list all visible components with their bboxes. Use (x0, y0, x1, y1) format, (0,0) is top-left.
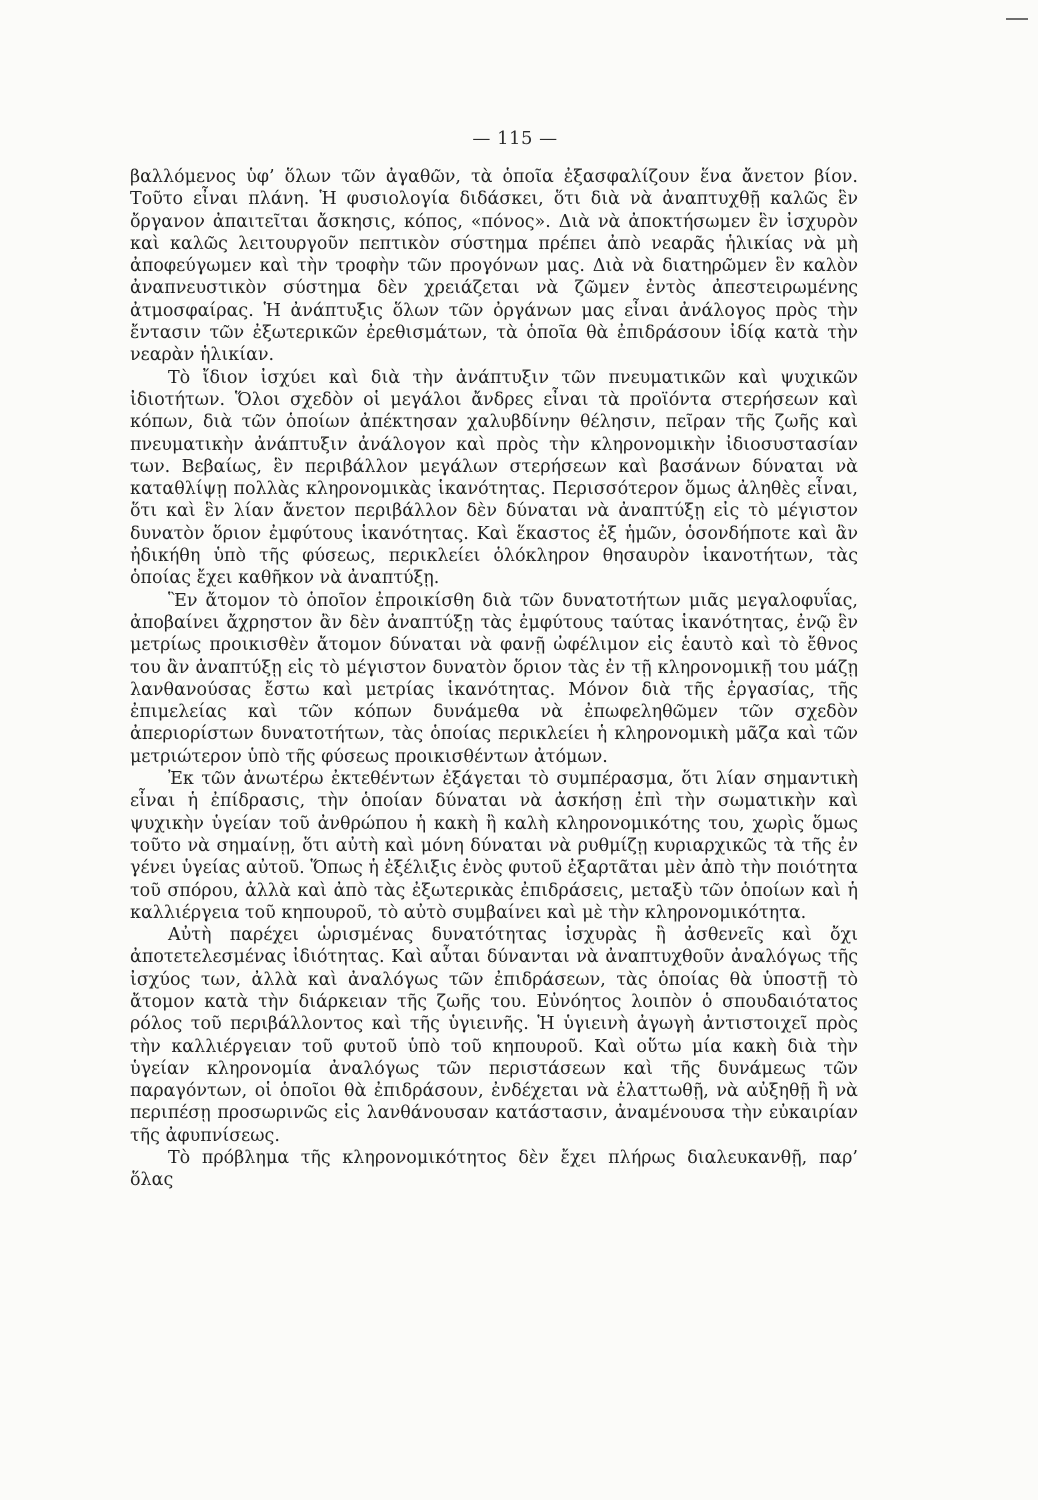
paragraph-2: Τὸ ἴδιον ἰσχύει καὶ διὰ τὴν ἀνάπτυξιν τῶν πνευματικῶν καὶ ψυχικῶν ἰδιοτήτων. Ὅλοι σχεδὸν οἱ μεγάλοι ἄνδρες εἶναι τὰ προϊόντα στερήσεων καὶ κόπων, διὰ τῶν ὁποίων ἀπέκτησαν χαλυβδίνην θέλησιν, πεῖραν τῆς ζωῆς καὶ πνευματικὴν ἀνάπτυξιν ἀνάλογον καὶ πρὸς τὴν κληρονομικὴν ἰδιοσυστασίαν των. Βεβαίως, ἓν περιβάλλον μεγάλων στερήσεων καὶ βασάνων δύναται νὰ καταθλίψῃ πολλὰς κληρονομικὰς ἱκανότητας. Περισσότερον ὅμως ἀληθὲς εἶναι, ὅτι καὶ ἓν λίαν ἄνετον περιβάλλον δὲν δύναται νὰ ἀναπτύξῃ εἰς τὸ μέγιστον δυνατὸν ὅριον ἐμφύτους ἱκανότητας. Καὶ ἕκαστος ἐξ ἡμῶν, ὁσονδήποτε καὶ ἂν ἠδικήθη ὑπὸ τῆς φύσεως, περικλείει ὁλόκληρον θησαυρὸν ἱκανοτήτων, τὰς ὁποίας ἔχει καθῆκον νὰ ἀναπτύξῃ. (130, 367, 858, 589)
scan-edge-mark (1006, 18, 1028, 20)
paragraph-6: Τὸ πρόβλημα τῆς κληρονομικότητος δὲν ἔχει πλήρως διαλευκανθῇ, παρ’ ὅλας (130, 1148, 858, 1191)
paragraph-1: βαλλόμενος ὑφ’ ὅλων τῶν ἀγαθῶν, τὰ ὁποῖα ἐξασφαλίζουν ἕνα ἄνετον βίον. Τοῦτο εἶναι πλάνη. Ἡ φυσιολογία διδάσκει, ὅτι διὰ νὰ ἀναπτυχθῇ καλῶς ἓν ὄργανον ἀπαιτεῖται ἄσκησις, κόπος, «πόνος». Διὰ νὰ ἀποκτήσωμεν ἓν ἰσχυρὸν καὶ καλῶς λειτουργοῦν πεπτικὸν σύστημα πρέπει ἀπὸ νεαρᾶς ἡλικίας νὰ μὴ ἀποφεύγωμεν καὶ τὴν τροφὴν τῶν προγόνων μας. Διὰ νὰ διατηρῶμεν ἓν καλὸν ἀναπνευστικὸν σύστημα δὲν χρειάζεται νὰ ζῶμεν ἐντὸς ἀπεστειρωμένης ἀτμοσφαίρας. Ἡ ἀνάπτυξις ὅλων τῶν ὀργάνων μας εἶναι ἀνάλογος πρὸς τὴν ἔντασιν τῶν ἐξωτερικῶν ἐρεθισμάτων, τὰ ὁποῖα θὰ ἐπιδράσουν ἰδίᾳ κατὰ τὴν νεαρὰν ἡλικίαν. (130, 167, 858, 366)
body-text (130, 166, 858, 1192)
page-number: — 115 — (472, 128, 558, 149)
paragraph-5: Αὐτὴ παρέχει ὡρισμένας δυνατότητας ἰσχυρὰς ἢ ἀσθενεῖς καὶ ὄχι ἀποτετελεσμένας ἰδιότητας. Καὶ αὗται δύνανται νὰ ἀναπτυχθοῦν ἀναλόγως τῆς ἰσχύος των, ἀλλὰ καὶ ἀναλόγως τῶν ἐπιδράσεων, τὰς ὁποίας θὰ ὑποστῇ τὸ ἄτομον κατὰ τὴν διάρκειαν τῆς ζωῆς του. Εὐνόητος λοιπὸν ὁ σπουδαιότατος ρόλος τοῦ περιβάλλοντος καὶ τῆς ὑγιεινῆς. Ἡ ὑγιεινὴ ἀγωγὴ ἀντιστοιχεῖ πρὸς τὴν καλλιέργειαν τοῦ φυτοῦ ὑπὸ τοῦ κηπουροῦ. Καὶ οὕτω μία κακὴ διὰ τὴν ὑγείαν κληρονομία ἀναλόγως τῶν περιστάσεων καὶ τῆς δυνάμεως τῶν παραγόντων, οἱ ὁποῖοι θὰ ἐπιδράσουν, ἐνδέχεται νὰ ἐλαττωθῇ, νὰ αὐξηθῇ ἢ νὰ περιπέσῃ προσωρινῶς εἰς λανθάνουσαν κατάστασιν, ἀναμένουσα τὴν εὐκαιρίαν τῆς ἀφυπνίσεως. (130, 925, 858, 1146)
paragraph-4: Ἐκ τῶν ἀνωτέρω ἐκτεθέντων ἐξάγεται τὸ συμπέρασμα, ὅτι λίαν σημαντικὴ εἶναι ἡ ἐπίδρασις, τὴν ὁποίαν δύναται νὰ ἀσκήσῃ ἐπὶ τὴν σωματικὴν καὶ ψυχικὴν ὑγείαν τοῦ ἀνθρώπου ἡ κακὴ ἢ καλὴ κληρονομικότης του, χωρὶς ὅμως τοῦτο νὰ σημαίνῃ, ὅτι αὐτὴ καὶ μόνη δύναται νὰ ρυθμίζῃ κυριαρχικῶς τὰ τῆς ἐν γένει ὑγείας αὐτοῦ. Ὅπως ἡ ἐξέλιξις ἑνὸς φυτοῦ ἐξαρτᾶται μὲν ἀπὸ τὴν ποιότητα τοῦ σπόρου, ἀλλὰ καὶ ἀπὸ τὰς ἐξωτερικὰς ἐπιδράσεις, μεταξὺ τῶν ὁποίων καὶ ἡ καλλιέργεια τοῦ κηπουροῦ, τὸ αὐτὸ συμβαίνει καὶ μὲ τὴν κληρονομικότητα. (130, 769, 858, 923)
paragraph-3: Ἓν ἄτομον τὸ ὁποῖον ἐπροικίσθη διὰ τῶν δυνατοτήτων μιᾶς μεγαλοφυΐας, ἀποβαίνει ἄχρηστον ἂν δὲν ἀναπτύξῃ τὰς ἐμφύτους ταύτας ἱκανότητας, ἐνῷ ἓν μετρίως προικισθὲν ἄτομον δύναται νὰ φανῇ ὠφέλιμον εἰς ἑαυτὸ καὶ τὸ ἔθνος του ἂν ἀναπτύξῃ εἰς τὸ μέγιστον δυνατὸν ὅριον τὰς ἐν τῇ κληρονομικῇ του μάζῃ λανθανούσας ἔστω καὶ μετρίας ἱκανότητας. Μόνον διὰ τῆς ἐργασίας, τῆς ἐπιμελείας καὶ τῶν κόπων δυνάμεθα νὰ ἐπωφεληθῶμεν τῶν σχεδὸν ἀπεριορίστων δυνατοτήτων, τὰς ὁποίας περικλείει ἡ κληρονομικὴ μᾶζα καὶ τῶν μετριώτερον ὑπὸ τῆς φύσεως προικισθέντων ἀτόμων. (130, 590, 858, 767)
